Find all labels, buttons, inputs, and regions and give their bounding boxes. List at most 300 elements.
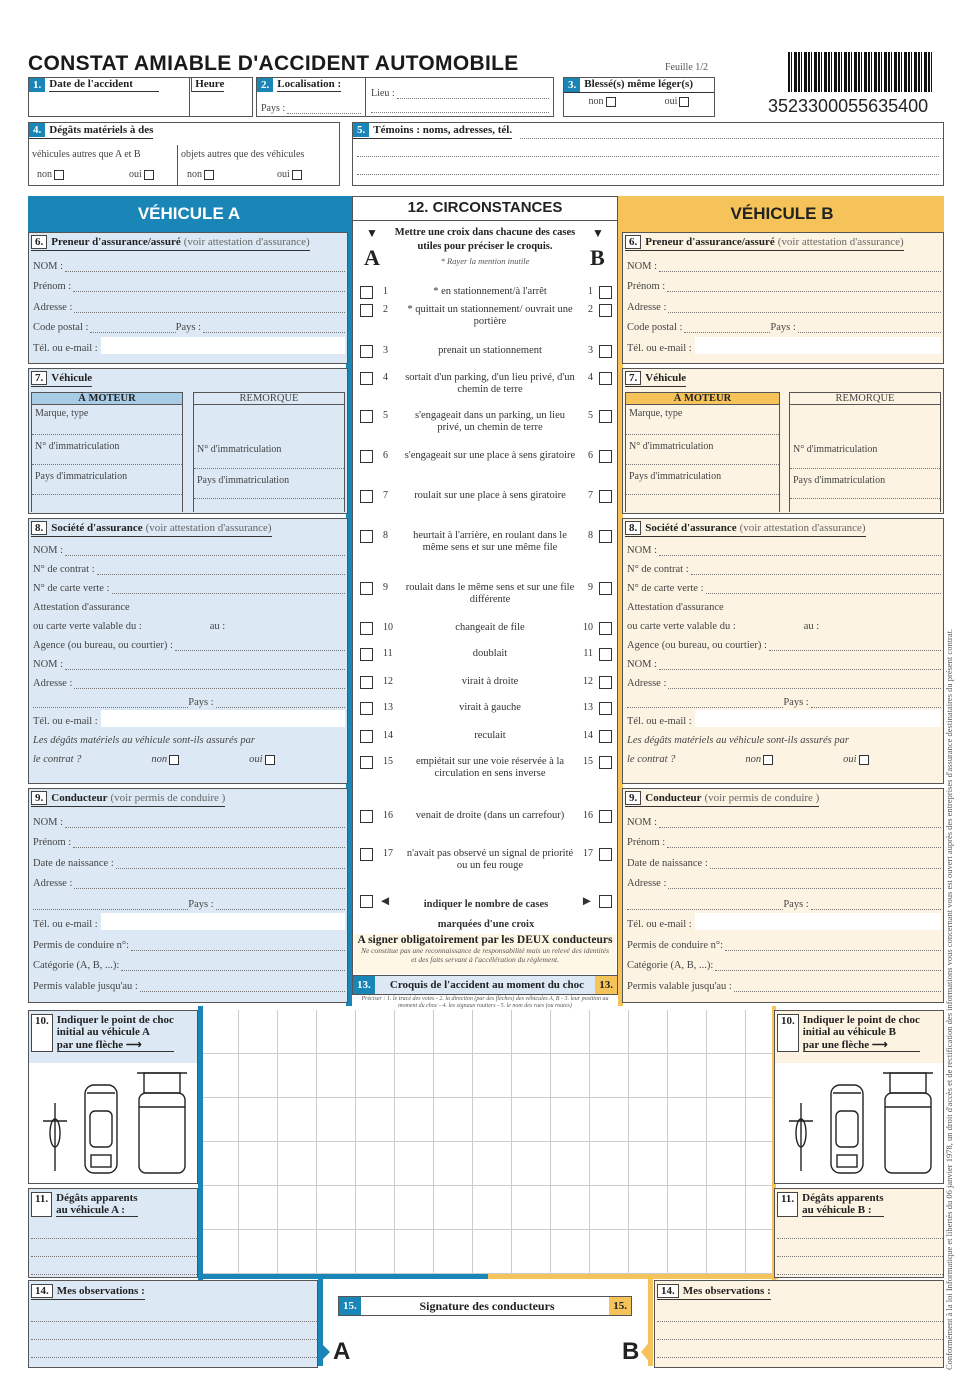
impact-instruction: initial au véhicule B: [802, 1026, 896, 1038]
circumstance-number: 12: [583, 676, 593, 687]
insurer-label: Société d'assurance: [645, 522, 737, 534]
no-label: non: [187, 169, 202, 180]
driver-firstname-field[interactable]: [33, 828, 345, 849]
damage-insured-yes-checkbox[interactable]: [859, 755, 869, 765]
driver-name-field[interactable]: [33, 807, 345, 828]
section-number: 4.: [29, 123, 45, 137]
circumstance-a-checkbox[interactable]: [360, 372, 373, 385]
count-row: [360, 895, 612, 935]
agency-tel-field[interactable]: [627, 708, 941, 727]
motorcycle-icon: [43, 1103, 67, 1171]
field-label: Code postal :: [627, 322, 683, 333]
damage-label: au véhicule B :: [802, 1204, 872, 1216]
circumstance-b-checkbox[interactable]: [599, 410, 612, 423]
field-label: N° de contrat :: [33, 564, 95, 575]
field-label: NOM :: [33, 545, 64, 556]
section-number: 8.: [625, 521, 641, 535]
car-icon: [831, 1085, 863, 1173]
circumstance-row: [360, 286, 612, 299]
circumstance-a-checkbox[interactable]: [360, 345, 373, 358]
signature-a-area[interactable]: [340, 1320, 475, 1370]
damage-line[interactable]: [777, 1221, 943, 1239]
signature-b-area[interactable]: [495, 1320, 630, 1370]
circumstance-b-checkbox[interactable]: [599, 372, 612, 385]
circumstance-number: 8: [383, 530, 388, 541]
field-label: au :: [803, 621, 820, 632]
driver-label: Conducteur: [51, 792, 108, 804]
field-label: Permis valable jusqu'au :: [627, 980, 732, 992]
vehicle-b-section-8: [622, 518, 944, 784]
circumstance-a-checkbox[interactable]: [360, 730, 373, 743]
circumstances-title: 12. CIRCONSTANCES: [353, 197, 617, 221]
no-label: non: [37, 169, 52, 180]
address-field[interactable]: [627, 292, 941, 313]
damage-question: Les dégâts matériels au véhicule sont-ils assurés par: [33, 735, 255, 746]
validity-field[interactable]: [33, 613, 345, 632]
circumstance-number: 11: [383, 648, 393, 659]
field-label: Adresse :: [627, 301, 667, 313]
date-input[interactable]: [33, 98, 183, 113]
circumstance-a-checkbox[interactable]: [360, 676, 373, 689]
field-label: Pays :: [188, 898, 214, 910]
circumstance-b-checkbox[interactable]: [599, 490, 612, 503]
circumstance-number: 11: [583, 648, 593, 659]
vehicle-a-section-14: [28, 1280, 318, 1368]
truck-icon: [137, 1073, 187, 1173]
vehicle-label: Véhicule: [645, 372, 687, 384]
circumstance-row: [360, 450, 612, 463]
field-label: Date de naissance :: [33, 857, 114, 869]
circumstance-number: 3: [383, 345, 388, 356]
instruction-text: utiles pour préciser le croquis.: [417, 241, 553, 252]
agency-country-field[interactable]: [627, 689, 941, 708]
count-a-checkbox[interactable]: [360, 895, 373, 908]
trailer-reg-field[interactable]: N° d'immatriculation: [793, 444, 878, 455]
vehicle-a-title: VÉHICULE A: [28, 198, 350, 230]
circumstance-b-checkbox[interactable]: [599, 730, 612, 743]
circumstance-number: 6: [588, 450, 593, 461]
section-note: (voir attestation d'assurance): [739, 522, 866, 534]
vehicle-diagrams-b[interactable]: [775, 1063, 943, 1181]
sign-notice: A signer obligatoirement par les DEUX conducteurs: [357, 934, 613, 946]
vehicle-label: Véhicule: [51, 372, 93, 384]
section-number: 10.: [31, 1014, 53, 1052]
circumstance-number: 9: [588, 582, 593, 593]
field-label: NOM :: [627, 816, 658, 828]
vehicle-a-section-10: [28, 1010, 198, 1184]
impact-instruction: par une flèche: [56, 1039, 124, 1051]
place-field[interactable]: Lieu :: [371, 78, 549, 99]
damage-question: le contrat ?: [627, 754, 676, 765]
observations-line[interactable]: [657, 1340, 943, 1358]
damage-insured-yes-checkbox[interactable]: [265, 755, 275, 765]
field-label: Tél. ou e-mail :: [33, 716, 98, 727]
agency-field[interactable]: [627, 632, 941, 651]
section-number: 2.: [257, 78, 273, 92]
impact-instruction: par une flèche: [802, 1039, 870, 1051]
agency-name-field[interactable]: [627, 651, 941, 670]
count-label: marquées d'une croix: [437, 919, 535, 930]
driver-firstname-field[interactable]: [627, 828, 941, 849]
circumstance-text: roulait dans le même sens et sur une file différente: [405, 582, 575, 605]
circumstance-a-checkbox[interactable]: [360, 756, 373, 769]
field-label: Pays :: [783, 898, 809, 910]
section-number: 14.: [657, 1284, 679, 1298]
driver-country-field[interactable]: [627, 889, 941, 910]
circumstance-b-checkbox[interactable]: [599, 756, 612, 769]
reg-country-field[interactable]: Pays d'immatriculation: [35, 471, 128, 482]
trailer-reg-field[interactable]: N° d'immatriculation: [197, 444, 282, 455]
vehicle-b-section-9: [622, 788, 944, 1003]
section-number: 13.: [595, 976, 617, 994]
damage-question: Les dégâts matériels au véhicule sont-ils assurés par: [627, 735, 849, 746]
circumstance-text: changeait de file: [455, 622, 525, 633]
other-objects-label: objets autres que des véhicules: [181, 149, 305, 160]
section-number: 6.: [31, 235, 47, 249]
circumstance-b-checkbox[interactable]: [599, 810, 612, 823]
circumstance-number: 3: [588, 345, 593, 356]
circumstance-a-checkbox[interactable]: [360, 648, 373, 661]
field-label: Date de naissance :: [627, 857, 708, 869]
vehicle-diagrams-a[interactable]: [29, 1063, 197, 1181]
field-label: Tél. ou e-mail :: [627, 716, 692, 727]
yes-label: oui: [843, 754, 857, 765]
sketch-grid[interactable]: [200, 1010, 772, 1276]
section-1-date: [28, 77, 253, 117]
circumstance-a-checkbox[interactable]: [360, 410, 373, 423]
triangle-down-icon: ▼: [592, 226, 604, 240]
section-number: 11.: [31, 1192, 52, 1217]
circumstance-number: 1: [383, 286, 388, 297]
circumstance-b-checkbox[interactable]: [599, 450, 612, 463]
damage-line[interactable]: [31, 1221, 197, 1239]
circumstance-row: [360, 848, 612, 872]
circumstance-a-checkbox[interactable]: [360, 702, 373, 715]
observations-label: Mes observations :: [682, 1285, 771, 1297]
circumstance-row: [360, 582, 612, 606]
circumstance-a-checkbox[interactable]: [360, 622, 373, 635]
firstname-field[interactable]: [33, 272, 345, 293]
circumstance-number: 16: [383, 810, 393, 821]
circumstance-row: [360, 756, 612, 780]
category-field[interactable]: [33, 951, 345, 972]
vehicle-a-section-9: [28, 788, 348, 1003]
observations-line[interactable]: [657, 1304, 943, 1322]
circumstance-text: s'engageait sur une place à sens giratoire: [404, 450, 576, 461]
count-b-checkbox[interactable]: [599, 895, 612, 908]
damage-line[interactable]: [31, 1239, 197, 1257]
section-number: 1.: [29, 78, 45, 92]
section-number: 8.: [31, 521, 47, 535]
agency-address-field[interactable]: [627, 670, 941, 689]
circumstance-row: [360, 410, 612, 434]
barcode-number: 3523300055635400: [768, 96, 929, 116]
arrow-right-icon: ⟶: [125, 1039, 142, 1051]
damage-insured-no-checkbox[interactable]: [169, 755, 179, 765]
field-label: N° de contrat :: [627, 564, 689, 575]
reg-field[interactable]: N° d'immatriculation: [35, 441, 120, 452]
circumstance-number: 2: [588, 304, 593, 315]
circumstance-number: 10: [383, 622, 393, 633]
circumstance-number: 2: [383, 304, 388, 315]
vehicle-a-section-8: [28, 518, 348, 784]
vehicle-b-section-6: [622, 232, 944, 364]
field-label: NOM :: [627, 260, 658, 272]
field-label: Tél. ou e-mail :: [627, 919, 692, 930]
circumstance-a-checkbox[interactable]: [360, 530, 373, 543]
section-4-damage: [28, 122, 340, 186]
driver-country-field[interactable]: [33, 889, 345, 910]
circumstance-a-checkbox[interactable]: [360, 848, 373, 861]
sign-subnotice: Ne constitue pas une reconnaissance de responsabilité mais un relevé des identités et des faits servant à l'accélération du règlement.: [360, 946, 610, 964]
circumstance-number: 13: [383, 702, 393, 713]
make-field[interactable]: Marque, type: [629, 408, 683, 419]
circumstance-text: empiétait sur une voie réservée à la circulation en sens inverse: [415, 756, 565, 779]
circumstance-a-checkbox[interactable]: [360, 490, 373, 503]
driver-name-field[interactable]: [627, 807, 941, 828]
circumstance-number: 4: [588, 372, 593, 383]
vehicle-b-section-7: [622, 368, 944, 514]
trailer-reg-country-field[interactable]: Pays d'immatriculation: [793, 475, 886, 486]
driver-tel-field[interactable]: [33, 910, 345, 931]
count-label: indiquer le nombre de cases: [423, 899, 549, 910]
circumstance-a-checkbox[interactable]: [360, 304, 373, 317]
observations-line[interactable]: [31, 1322, 317, 1340]
circumstance-text: s'engageait dans un parking, un lieu privé, un chemin de terre: [414, 410, 566, 433]
field-label: ou carte verte valable du :: [627, 621, 736, 632]
circumstance-number: 16: [583, 810, 593, 821]
triangle-right-icon: ▶: [582, 896, 591, 907]
field-label: Permis valable jusqu'au :: [33, 980, 138, 992]
circumstance-number: 5: [588, 410, 593, 421]
field-label: Pays :: [783, 697, 809, 708]
circumstance-number: 15: [383, 756, 393, 767]
observations-line[interactable]: [657, 1322, 943, 1340]
vehicle-b-section-11: [774, 1188, 944, 1278]
circumstance-row: [360, 530, 612, 554]
make-field[interactable]: Marque, type: [35, 408, 89, 419]
damage-insured-no-checkbox[interactable]: [763, 755, 773, 765]
license-valid-field[interactable]: [627, 971, 941, 992]
agency-address-field[interactable]: [33, 670, 345, 689]
agency-name-field[interactable]: [33, 651, 345, 670]
green-card-field[interactable]: [627, 575, 941, 594]
circumstance-a-checkbox[interactable]: [360, 582, 373, 595]
driver-address-field[interactable]: [33, 869, 345, 890]
circumstance-text: heurtait à l'arrière, en roulant dans le même sens et sur une même file: [413, 530, 567, 553]
section-3-injuries: [563, 77, 715, 117]
arrow-a-icon: [318, 1340, 330, 1364]
policyholder-label: Preneur d'assurance/assuré: [51, 236, 181, 248]
objects-no-checkbox[interactable]: [204, 170, 214, 180]
damage-label: Dégâts matériels à des: [49, 124, 154, 136]
damage-line[interactable]: [777, 1257, 943, 1275]
license-field[interactable]: [33, 930, 345, 951]
name-field[interactable]: [33, 251, 345, 272]
driver-birthdate-field[interactable]: [33, 848, 345, 869]
sketch-note: Préciser : 1. le tracé des voies - 2. la direction (par des flèches) des véhicules A, B - 3. leur position au moment du choc - 4. les signaux routiers - 5. le nom des rues (ou routes): [361, 996, 609, 1009]
license-field[interactable]: [627, 930, 941, 951]
motor-header: À MOTEUR: [626, 393, 779, 405]
contract-field[interactable]: [627, 556, 941, 575]
instruction-text: Mettre une croix dans chacune des cases: [394, 227, 576, 238]
field-label: Prénom :: [33, 837, 72, 848]
firstname-field[interactable]: [627, 272, 941, 293]
triangle-down-icon: ▼: [366, 226, 378, 240]
circumstance-number: 10: [583, 622, 593, 633]
field-label: NOM :: [627, 659, 658, 670]
reg-field[interactable]: N° d'immatriculation: [629, 441, 714, 452]
driver-address-field[interactable]: [627, 869, 941, 890]
other-vehicles-label: véhicules autres que A et B: [32, 149, 141, 160]
vehicle-a-section-6: [28, 232, 348, 364]
insurer-name-field[interactable]: [33, 537, 345, 556]
section-number: 9.: [625, 791, 641, 805]
circumstance-a-checkbox[interactable]: [360, 450, 373, 463]
circumstance-number: 8: [588, 530, 593, 541]
field-label: NOM :: [627, 545, 658, 556]
circumstance-b-checkbox[interactable]: [599, 676, 612, 689]
yes-label: oui: [664, 96, 678, 107]
barcode: [788, 52, 933, 92]
trailer-reg-country-field[interactable]: Pays d'immatriculation: [197, 475, 290, 486]
field-label: Agence (ou bureau, ou courtier) :: [33, 640, 173, 651]
injuries-no-checkbox[interactable]: [606, 97, 616, 107]
field-label: Catégorie (A, B, ...):: [627, 960, 714, 971]
field-label: Permis de conduire n°:: [627, 939, 724, 951]
sketch-header: [352, 975, 618, 995]
circumstance-b-checkbox[interactable]: [599, 530, 612, 543]
field-label: NOM :: [33, 816, 64, 828]
circumstance-a-checkbox[interactable]: [360, 810, 373, 823]
sheet-number: Feuille 1/2: [665, 62, 709, 73]
section-number: 5.: [353, 123, 369, 137]
circumstance-number: 14: [583, 730, 593, 741]
circumstance-text: * quittait un stationnement/ ouvrait une portière: [407, 304, 573, 327]
vehicles-no-checkbox[interactable]: [54, 170, 64, 180]
circumstance-number: 15: [583, 756, 593, 767]
driver-tel-field[interactable]: [627, 910, 941, 931]
field-label: ou carte verte valable du :: [33, 621, 142, 632]
circumstance-b-checkbox[interactable]: [599, 304, 612, 317]
name-field[interactable]: [627, 251, 941, 272]
green-card-field[interactable]: [33, 575, 345, 594]
circumstance-row: [360, 702, 612, 715]
observations-line[interactable]: [31, 1340, 317, 1358]
field-label: Adresse :: [627, 878, 667, 889]
agency-tel-field[interactable]: [33, 708, 345, 727]
circumstance-number: 6: [383, 450, 388, 461]
circumstance-number: 9: [383, 582, 388, 593]
field-label: Tél. ou e-mail :: [627, 342, 692, 354]
damage-label: Dégâts apparents: [56, 1192, 138, 1204]
circumstance-text: doublait: [472, 648, 508, 659]
circumstance-number: 4: [383, 372, 388, 383]
witnesses-line[interactable]: [357, 157, 939, 175]
license-valid-field[interactable]: [33, 971, 345, 992]
postal-field[interactable]: [33, 313, 345, 334]
circumstance-a-checkbox[interactable]: [360, 286, 373, 299]
circumstance-text: * en stationnement/à l'arrêt: [433, 286, 547, 297]
arrow-right-icon: ⟶: [871, 1039, 888, 1051]
section-number: 6.: [625, 235, 641, 249]
section-number: 13.: [353, 976, 375, 994]
date-label: Date de l'accident: [49, 78, 159, 92]
damage-line[interactable]: [31, 1257, 197, 1275]
section-number: 10.: [777, 1014, 799, 1052]
section-number: 9.: [31, 791, 47, 805]
circumstance-b-checkbox[interactable]: [599, 648, 612, 661]
insurer-label: Société d'assurance: [51, 522, 143, 534]
circumstance-text: virait à gauche: [459, 702, 521, 713]
field-label: NOM :: [33, 659, 64, 670]
circumstance-b-checkbox[interactable]: [599, 286, 612, 299]
tel-field[interactable]: [33, 333, 345, 354]
circumstance-b-checkbox[interactable]: [599, 848, 612, 861]
injuries-label: Blessé(s) même léger(s): [584, 78, 693, 90]
field-label: Pays :: [188, 697, 214, 708]
vehicles-yes-checkbox[interactable]: [144, 170, 154, 180]
category-field[interactable]: [627, 951, 941, 972]
field-label: Catégorie (A, B, ...):: [33, 960, 120, 971]
circumstance-number: 12: [383, 676, 393, 687]
section-number: 7.: [31, 371, 47, 385]
circumstance-row: [360, 648, 612, 661]
circumstance-text: reculait: [474, 730, 506, 741]
observations-line[interactable]: [31, 1304, 317, 1322]
objects-yes-checkbox[interactable]: [292, 170, 302, 180]
tel-field[interactable]: [627, 333, 941, 354]
damage-label: au véhicule A :: [56, 1204, 125, 1216]
field-label: Prénom :: [627, 281, 666, 292]
contract-field[interactable]: [33, 556, 345, 575]
circumstance-b-checkbox[interactable]: [599, 582, 612, 595]
form-title: CONSTAT AMIABLE D'ACCIDENT AUTOMOBILE: [28, 52, 519, 75]
section-number: 11.: [777, 1192, 798, 1217]
triangle-left-icon: ◀: [381, 896, 390, 907]
agency-field[interactable]: [33, 632, 345, 651]
agency-country-field[interactable]: [33, 689, 345, 708]
damage-label: Dégâts apparents: [802, 1192, 884, 1204]
postal-field[interactable]: [627, 313, 941, 334]
insurer-name-field[interactable]: [627, 537, 941, 556]
country-field[interactable]: Pays :: [261, 96, 361, 114]
validity-field[interactable]: [627, 613, 941, 632]
section-note: (voir permis de conduire ): [110, 792, 226, 804]
circumstance-b-checkbox[interactable]: [599, 345, 612, 358]
location-label: Localisation :: [277, 78, 342, 90]
time-input[interactable]: [194, 98, 249, 113]
witnesses-line[interactable]: [357, 139, 939, 157]
circumstance-row: [360, 372, 612, 396]
signature-a-letter: A: [333, 1338, 351, 1365]
no-label: non: [588, 96, 604, 107]
reg-country-field[interactable]: Pays d'immatriculation: [629, 471, 722, 482]
impact-instruction: Indiquer le point de choc: [56, 1014, 174, 1026]
time-label: Heure: [191, 78, 224, 92]
field-label: Adresse :: [33, 301, 73, 313]
column-a-label: A: [364, 245, 380, 270]
injuries-yes-checkbox[interactable]: [679, 97, 689, 107]
no-label: non: [151, 754, 168, 765]
vehicle-a-section-7: [28, 368, 348, 514]
address-field[interactable]: [33, 292, 345, 313]
driver-birthdate-field[interactable]: [627, 848, 941, 869]
damage-question: le contrat ?: [33, 754, 82, 765]
circumstance-b-checkbox[interactable]: [599, 702, 612, 715]
damage-line[interactable]: [777, 1239, 943, 1257]
circumstance-b-checkbox[interactable]: [599, 622, 612, 635]
